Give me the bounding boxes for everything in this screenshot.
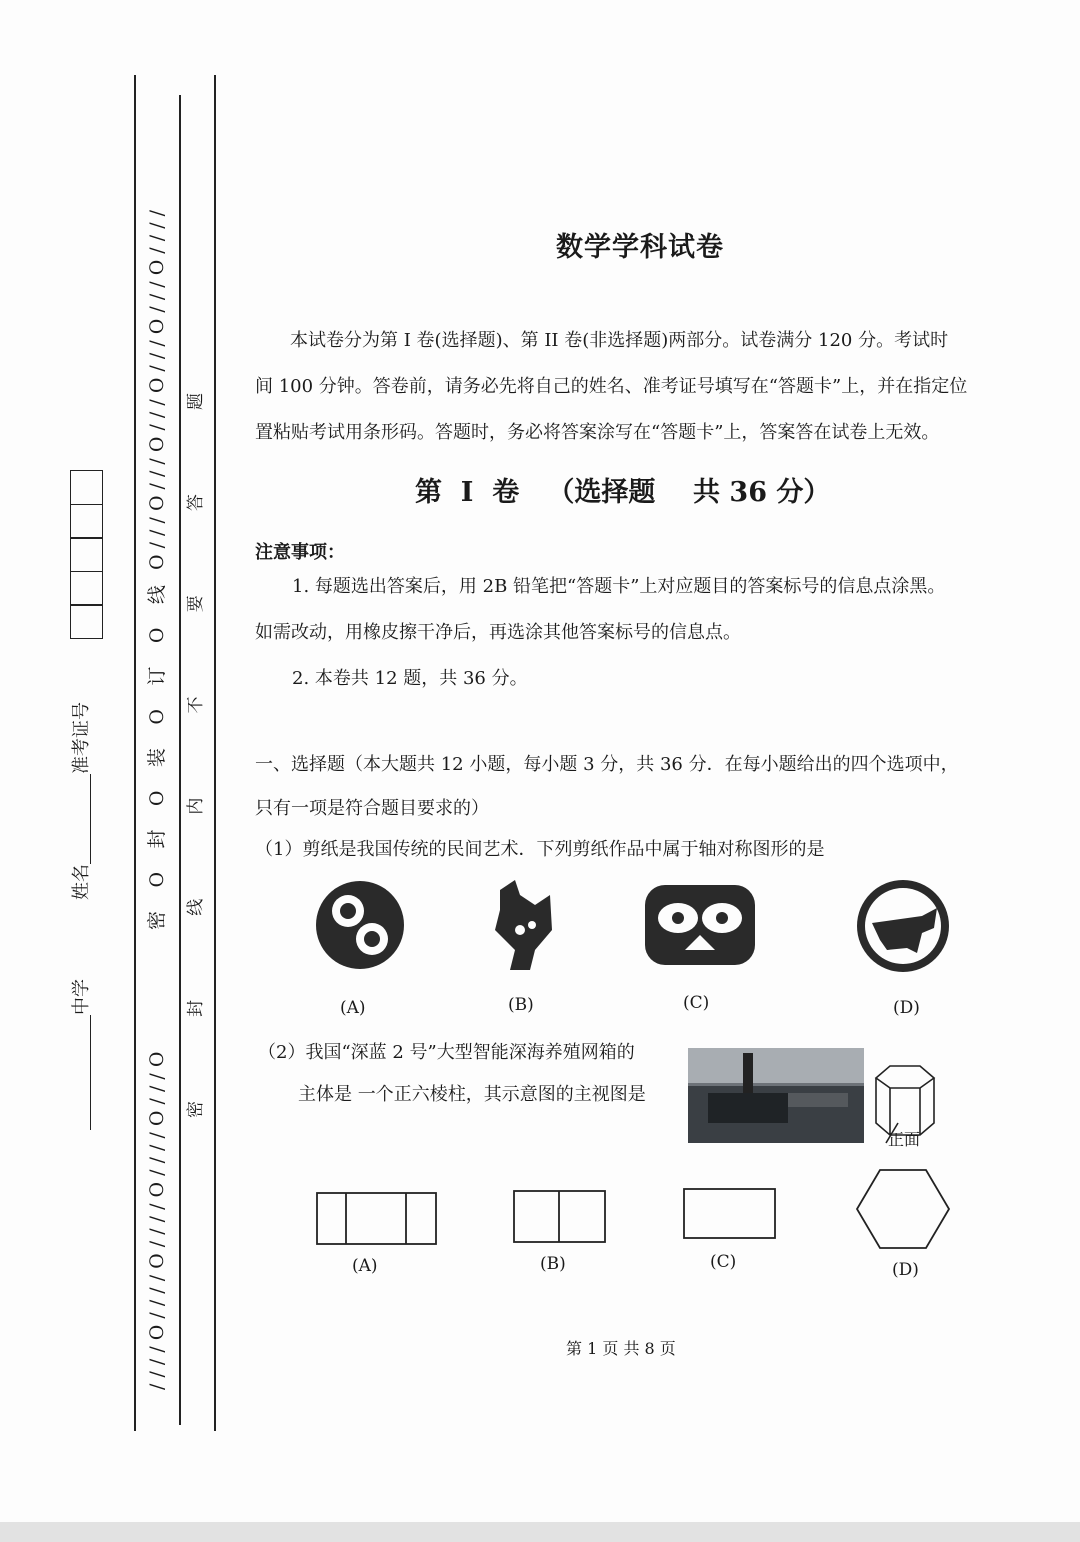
deep-blue-2-photo — [688, 1048, 864, 1143]
seal-char: 密 — [146, 910, 168, 930]
q1-option-a[interactable]: (A) — [340, 998, 366, 1018]
name-label: 姓名 — [71, 864, 92, 900]
papercut-fish-image — [310, 875, 410, 975]
seal-char: 装 — [146, 748, 168, 768]
school-label: 中学 — [71, 979, 92, 1015]
school-input[interactable] — [72, 1015, 91, 1130]
page-footer: 第 1 页 共 8 页 — [566, 1339, 676, 1358]
page-title: 数学学科试卷 — [556, 232, 724, 263]
intro-line-2: 间 100 分钟。答卷前，请务必先将自己的姓名、准考证号填写在“答题卡”上，并在指定位 — [255, 376, 968, 397]
note-1-line-2: 如需改动，用橡皮擦干净后，再选涂其他答案标号的信息点。 — [255, 622, 741, 643]
part1-line-2: 只有一项是符合题目要求的） — [255, 798, 489, 819]
section-title: 第 I 卷 （选择题 共 36 分） — [415, 477, 831, 508]
papercut-double-fish-image — [640, 880, 760, 970]
q1-option-d[interactable]: (D) — [893, 998, 920, 1018]
question-1: （1）剪纸是我国传统的民间艺术．下列剪纸作品中属于轴对称图形的是 — [255, 839, 825, 860]
name-field — [72, 702, 91, 900]
school-field — [72, 979, 91, 1130]
papercut-ox-image — [852, 878, 954, 974]
seal-char: 订 — [146, 666, 168, 686]
option-c-rectangle — [683, 1188, 777, 1240]
name-input[interactable] — [72, 774, 91, 864]
note-2: 2. 本卷共 12 题，共 36 分。 — [292, 668, 528, 689]
seal-char: 线 — [146, 585, 168, 605]
intro-line-1: 本试卷分为第 I 卷(选择题)、第 II 卷(非选择题)两部分。试卷满分 120 分。考试时 — [290, 330, 949, 351]
q2-option-c[interactable]: (C) — [710, 1252, 737, 1272]
part1-line-1: 一、选择题（本大题共 12 小题，每小题 3 分，共 36 分．在每小题给出的四个选项中， — [255, 754, 959, 775]
option-a-three-rectangles — [316, 1192, 438, 1246]
seal-words: 密 O 封 O 装 O 订 O 线 — [146, 585, 168, 930]
binding-margin — [60, 70, 230, 1430]
q1-option-b[interactable]: (B) — [508, 995, 534, 1015]
notes-heading: 注意事项： — [255, 542, 345, 563]
intro-line-3: 置粘贴考试用条形码。答题时，务必将答案涂写在“答题卡”上，答案答在试卷上无效。 — [255, 422, 940, 443]
papercut-rooster-image — [480, 875, 560, 975]
option-b-two-rectangles — [513, 1190, 607, 1244]
q2-option-b[interactable]: (B) — [540, 1254, 566, 1274]
exam-id-label: 准考证号 — [71, 702, 92, 774]
exam-id-boxes[interactable] — [70, 471, 103, 639]
question-2-line-2: 主体是 一个正六棱柱，其示意图的主视图是 — [298, 1084, 646, 1105]
seal-pattern-top: O / / / O / / / O / / / O / / / O / / / O / / / / — [146, 209, 168, 570]
seal-char: 封 — [146, 829, 168, 849]
front-view-label: 正面 — [888, 1130, 921, 1149]
option-d-hexagon — [855, 1168, 951, 1250]
q1-option-c[interactable]: (C) — [683, 993, 710, 1013]
question-2-line-1: （2）我国“深蓝 2 号”大型智能深海养殖网箱的 — [258, 1042, 635, 1063]
scan-bottom-edge — [0, 1522, 1080, 1542]
q2-option-a[interactable]: (A) — [352, 1256, 378, 1276]
note-1-line-1: 1. 每题选出答案后，用 2B 铅笔把“答题卡”上对应题目的答案标号的信息点涂黑。 — [292, 576, 946, 597]
no-answer-warning: 密 封 线 内 不 要 答 题 — [186, 393, 206, 1118]
q2-option-d[interactable]: (D) — [892, 1260, 919, 1280]
seal-pattern-bottom: / / / / O / / / / O / / / / O / / / / O / / / O — [146, 1051, 168, 1390]
